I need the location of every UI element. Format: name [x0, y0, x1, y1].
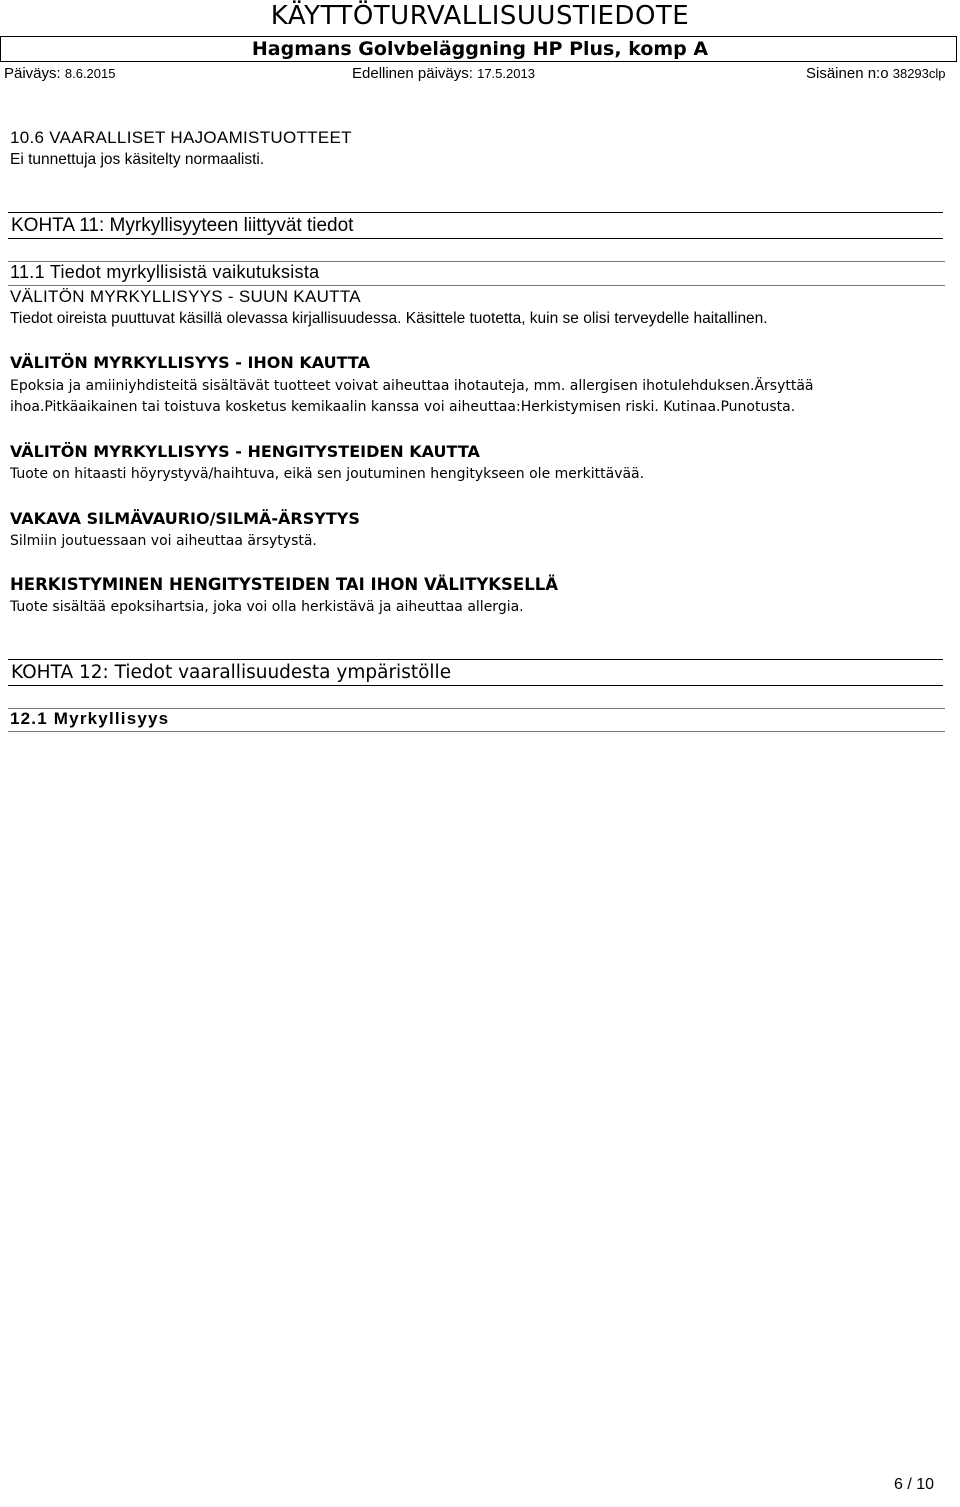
- oral-toxicity-heading: VÄLITÖN MYRKYLLISYYS - SUUN KAUTTA: [10, 287, 361, 306]
- eye-damage-text: Silmiin joutuessaan voi aiheuttaa ärsytystä.: [10, 533, 317, 549]
- page-number: 6 / 10: [893, 1476, 934, 1493]
- inhalation-toxicity-text: Tuote on hitaasti höyrystyvä/haihtuva, eikä sen joutuminen hengitykseen ole merkittävää.: [10, 466, 645, 482]
- section-11-bottom-rule: [8, 238, 943, 239]
- dermal-toxicity-heading: VÄLITÖN MYRKYLLISYYS - IHON KAUTTA: [10, 353, 370, 372]
- eye-damage-heading: VAKAVA SILMÄVAURIO/SILMÄ-ÄRSYTYS: [10, 509, 360, 528]
- dermal-toxicity-text-line-2: ihoa.Pitkäaikainen tai toistuva kosketus kemikaalin kanssa voi aiheuttaa:Herkistymisen riski. Kutinaa.Punotusta.: [10, 399, 796, 415]
- previous-date-field: [352, 64, 535, 84]
- inhalation-toxicity-heading: VÄLITÖN MYRKYLLISYYS - HENGITYSTEIDEN KAUTTA: [10, 442, 480, 461]
- section-11-heading: KOHTA 11: Myrkyllisyyteen liittyvät tiedot: [11, 215, 354, 236]
- product-name: Hagmans Golvbeläggning HP Plus, komp A: [251, 38, 709, 60]
- previous-date-label: Edellinen päiväys:: [352, 65, 473, 82]
- section-11-1-top-rule: [8, 261, 945, 262]
- oral-toxicity-rule: [8, 285, 945, 286]
- section-12-bottom-rule: [8, 685, 943, 686]
- sensitisation-heading: HERKISTYMINEN HENGITYSTEIDEN TAI IHON VÄLITYKSELLÄ: [10, 575, 559, 594]
- section-11-top-rule: [8, 212, 943, 213]
- section-11-1-heading: 11.1 Tiedot myrkyllisistä vaikutuksista: [10, 262, 320, 282]
- previous-date-value: 17.5.2013: [477, 66, 535, 81]
- section-12-top-rule: [8, 659, 943, 660]
- internal-number-label: Sisäinen n:o: [806, 65, 889, 82]
- internal-number-field: [806, 64, 946, 84]
- document-title: KÄYTTÖTURVALLISUUSTIEDOTE: [270, 1, 690, 31]
- section-12-heading: KOHTA 12: Tiedot vaarallisuudesta ympäristölle: [11, 662, 452, 683]
- dermal-toxicity-text-line-1: Epoksia ja amiiniyhdisteitä sisältävät tuotteet voivat aiheuttaa ihotauteja, mm. allergisen ihotulehduksen.Ärsyttää: [10, 378, 814, 394]
- date-value: 8.6.2015: [64, 66, 116, 81]
- date-label: Päiväys:: [4, 65, 61, 82]
- section-12-1-bottom-rule: [8, 731, 945, 732]
- oral-toxicity-text: Tiedot oireista puuttuvat käsillä olevassa kirjallisuudessa. Käsittele tuotetta, kuin se olisi terveydelle haitallinen.: [10, 310, 768, 327]
- date-field: [4, 64, 115, 84]
- section-12-1-heading: 12.1 Myrkyllisyys: [10, 709, 170, 728]
- internal-number-value: 38293clp: [892, 66, 946, 81]
- section-10-6-text: Ei tunnettuja jos käsitelty normaalisti.: [10, 151, 265, 168]
- section-10-6-heading: 10.6 VAARALLISET HAJOAMISTUOTTEET: [10, 128, 352, 147]
- sensitisation-text: Tuote sisältää epoksihartsia, joka voi olla herkistävä ja aiheuttaa allergia.: [10, 599, 524, 615]
